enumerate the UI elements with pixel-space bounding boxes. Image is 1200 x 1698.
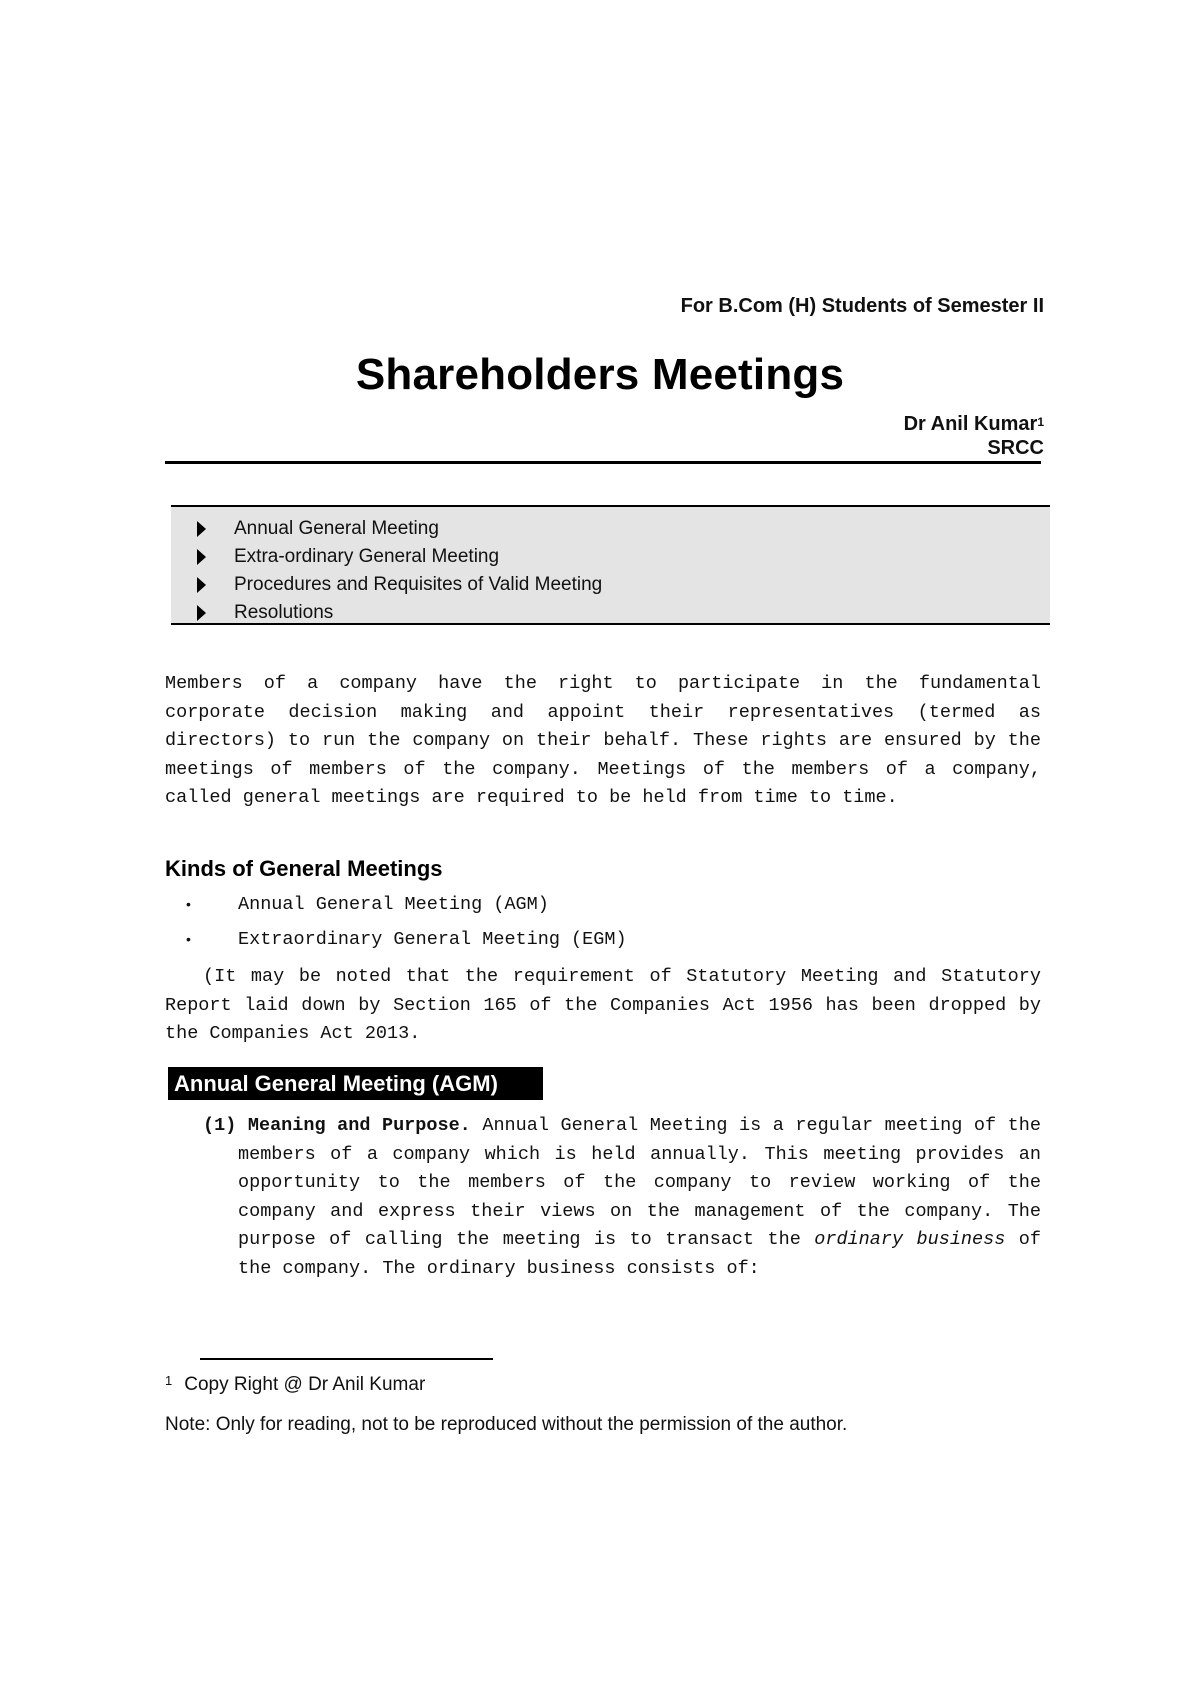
triangle-bullet-icon (197, 605, 206, 621)
author-name-line (904, 412, 1044, 436)
kinds-item-label: Extraordinary General Meeting (EGM) (238, 929, 627, 950)
meaning-purpose-paragraph (203, 1112, 1041, 1283)
topic-label: Annual General Meeting (234, 518, 439, 539)
author-footnote-mark: 1 (1037, 415, 1044, 429)
kinds-item-label: Annual General Meeting (AGM) (238, 894, 549, 915)
course-line: For B.Com (H) Students of Semester II (680, 295, 1044, 317)
author-institution: SRCC (987, 437, 1044, 459)
topic-item (171, 543, 1050, 571)
triangle-bullet-icon (197, 521, 206, 537)
footnote (165, 1374, 425, 1396)
topic-item (171, 599, 1050, 627)
bullet-icon: • (186, 931, 191, 947)
point-number: (1) (203, 1115, 237, 1136)
point-emphasis: ordinary business (814, 1229, 1006, 1250)
kinds-heading: Kinds of General Meetings (165, 856, 443, 881)
topic-label: Extra-ordinary General Meeting (234, 546, 500, 567)
intro-paragraph: Members of a company have the right to participate in the fundamental corporate decision making and appoint their representatives (termed as directors) to run the company on their behalf. These rights are ensured by the meetings of members of the company. Meetings of the members of a company, called general meetings are required to be held from time to time. (165, 673, 1041, 808)
topic-item (171, 571, 1050, 599)
point-lead: Meaning and Purpose. (247, 1115, 471, 1136)
list-item (186, 925, 627, 960)
kinds-list (186, 890, 627, 960)
topics-box (171, 505, 1050, 625)
topic-label: Procedures and Requisites of Valid Meeting (234, 574, 603, 595)
statutory-note-paragraph: (It may be noted that the requirement of Statutory Meeting and Statutory Report laid down by Section 165 of the Companies Act 1956 has been dropped by the Companies Act 2013. (165, 966, 1041, 1044)
footnote-mark: 1 (165, 1373, 173, 1388)
author-block (904, 412, 1044, 460)
triangle-bullet-icon (197, 577, 206, 593)
title-divider (165, 461, 1041, 464)
triangle-bullet-icon (197, 549, 206, 565)
bullet-icon: • (186, 896, 191, 912)
footnote-text: Copy Right @ Dr Anil Kumar (184, 1374, 426, 1395)
reproduction-note: Note: Only for reading, not to be reproduced without the permission of the author. (165, 1414, 848, 1435)
list-item (186, 890, 627, 925)
agm-section-banner: Annual General Meeting (AGM) (168, 1067, 543, 1100)
topic-item (171, 515, 1050, 543)
topic-label: Resolutions (234, 602, 334, 623)
footnote-divider (200, 1358, 493, 1360)
point-text-before: Annual General Meeting is a regular meeting of the members of a company which is held annually. This meeting provides an opportunity to the members of the company to review working of the company and express their views on the management of the company. The purpose of calling the meeting is to transact the (238, 1115, 1041, 1250)
page-title: Shareholders Meetings (355, 350, 845, 399)
author-name: Dr Anil Kumar (903, 413, 1038, 435)
point-text-after: of the company. The ordinary business consists of: (238, 1229, 1042, 1279)
